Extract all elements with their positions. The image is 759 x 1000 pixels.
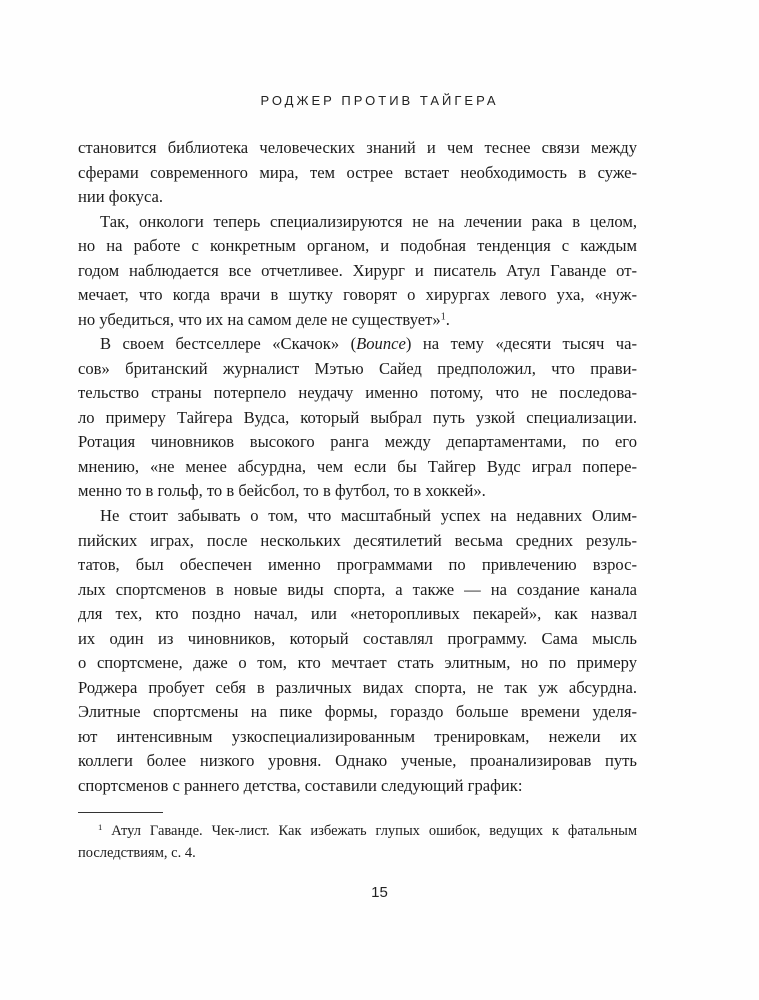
footnote-ref: 1 <box>440 311 446 323</box>
text-line: мечает, что когда врачи в шутку говорят о хирургах левого уха, «нуж- <box>78 285 637 305</box>
running-head: РОДЖЕР ПРОТИВ ТАЙГЕРА <box>260 93 499 108</box>
text-line: но на работе с конкретным органом, и подобная тенденция с каждым <box>78 236 637 256</box>
body-text <box>78 136 637 798</box>
text-line: их один из чиновников, который составлял программу. Сама мысль <box>78 628 637 648</box>
text-line: пийских играх, после нескольких десятилетий весьма средних резуль- <box>78 530 637 550</box>
text-line: Элитные спортсмены на пике формы, гораздо больше времени уделя- <box>78 702 637 722</box>
text-line: Так, онкологи теперь специализируются не на лечении рака в целом, <box>100 211 637 231</box>
text-line: Не стоит забывать о том, что масштабный успех на недавних Олим- <box>100 505 637 525</box>
text-line: коллеги более низкого уровня. Однако ученые, проанализировав путь <box>78 751 637 771</box>
text-line: спортсменов с раннего детства, составили следующий график: <box>78 775 523 795</box>
text-line: Роджера пробует себя в различных видах спорта, не так уж абсурдна. <box>78 677 637 697</box>
text-line: ло примеру Тайгера Вудса, который выбрал путь узкой специализации. <box>78 407 637 427</box>
text-line: лых спортсменов в новые виды спорта, а также — на создание канала <box>78 579 637 599</box>
text-segment: ) на тему «десяти тысяч ча- <box>405 334 637 354</box>
text-line: сферами современного мира, тем острее встает необходимость в суже- <box>78 162 637 182</box>
italic-title: Bounce <box>356 334 406 354</box>
text-line: ют интенсивным узкоспециализированным тренировкам, нежели их <box>78 726 637 746</box>
text-line: сов» британский журналист Мэтью Сайед предположил, что прави- <box>78 358 637 378</box>
text-line: нии фокуса. <box>78 187 164 207</box>
text-segment: . <box>445 309 450 329</box>
text-segment: но убедиться, что их на самом деле не существует» <box>78 309 441 329</box>
text-segment: В своем бестселлере «Скачок» ( <box>100 334 357 354</box>
text-line: годом наблюдается все отчетливее. Хирург и писатель Атул Гаванде от- <box>78 260 637 280</box>
text-line: мнению, «не менее абсурдна, чем если бы Тайгер Вудс играл попере- <box>78 456 637 476</box>
text-line: менно то в гольф, то в бейсбол, то в футбол, то в хоккей». <box>78 481 486 501</box>
text-line: татов, был обеспечен именно программами по привлечению взрос- <box>78 555 637 575</box>
text-line <box>78 332 637 357</box>
footnote-text: Атул Гаванде. Чек-лист. Как избежать глупых ошибок, ведущих к фатальным <box>111 823 637 839</box>
footnote-line: последствиям, с. 4. <box>78 845 196 861</box>
text-line: о спортсмене, даже о том, кто мечтает стать элитным, но по примеру <box>78 653 637 673</box>
footnote-line <box>78 820 637 842</box>
footnote-divider <box>78 812 163 813</box>
text-line: Ротация чиновников высокого ранга между департаментами, по его <box>78 432 637 452</box>
text-line: становится библиотека человеческих знаний и чем теснее связи между <box>78 138 637 157</box>
footnote-marker: 1 <box>98 822 103 833</box>
text-line: для тех, кто поздно начал, или «неторопливых пекарей», как назвал <box>78 604 637 624</box>
footnote <box>78 820 637 864</box>
text-line <box>78 308 637 333</box>
page-number: 15 <box>371 884 388 901</box>
text-line: тельство страны потерпело неудачу именно потому, что не последова- <box>78 383 637 403</box>
